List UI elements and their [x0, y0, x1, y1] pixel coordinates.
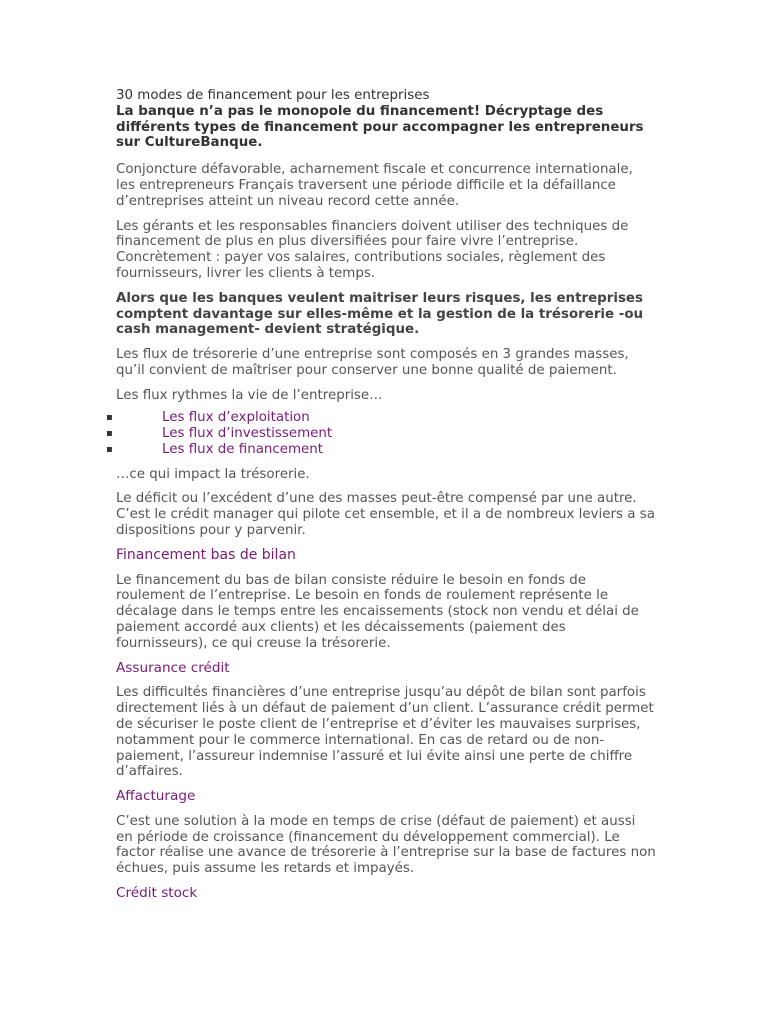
heading-financement-bas-bilan: Financement bas de bilan [116, 546, 296, 563]
lead-paragraph: La banque n’a pas le monopole du financement! Décryptage des différents types de financement pour accompagner les entrepreneurs sur CultureBanque. [116, 103, 644, 151]
link-flux-financement[interactable]: Les flux de financement [162, 441, 324, 457]
bullet-icon: ▪ [106, 443, 113, 455]
list-item-flux-financement[interactable] [106, 441, 656, 458]
paragraph-bas-bilan: Le financement du bas de bilan consiste réduire le besoin en fonds de roulement de l’entreprise. Le besoin en fonds de roulement représente le décalage dans le temps entre les encaissements (stock non vendu et délai de paiement accordé aux clients) et les décaissements (paiement des fournisseurs), ce qui creuse la trésorerie. [116, 572, 639, 651]
list-item-flux-exploitation[interactable] [106, 409, 656, 426]
link-flux-exploitation[interactable]: Les flux d’exploitation [162, 409, 310, 425]
paragraph-banques-risques: Alors que les banques veulent maitriser leurs risques, les entreprises comptent davantage sur elles-même et la gestion de la trésorerie -ou cash management- devient stratégique. [116, 290, 644, 338]
paragraph-flux-tresorerie: Les flux de trésorerie d’une entreprise sont composés en 3 grandes masses, qu’il convient de maîtriser pour conserver une bonne qualité de paiement. [116, 347, 629, 378]
paragraph-deficit-excedent: Le déficit ou l’excédent d’une des masses peut-être compensé par une autre. C’est le crédit manager qui pilote cet ensemble, et il a de nombreux leviers a sa dispositions pour y parvenir. [116, 491, 655, 538]
bullet-icon: ▪ [106, 427, 113, 439]
link-flux-investissement[interactable]: Les flux d’investissement [162, 425, 333, 441]
paragraph-affacturage: C’est une solution à la mode en temps de crise (défaut de paiement) et aussi en période de croissance (financement du développement commercial). Le factor réalise une avance de trésorerie à l’entreprise sur la base de factures non échues, puis assume les retards et impayés. [116, 813, 656, 877]
list-item-flux-investissement[interactable] [106, 425, 656, 442]
heading-credit-stock: Crédit stock [116, 885, 198, 902]
heading-assurance-credit: Assurance crédit [116, 659, 230, 676]
paragraph-conjoncture: Conjoncture défavorable, acharnement fiscale et concurrence internationale, les entrepreneurs Français traversent une période difficile et la défaillance d’entreprises atteint un niveau record cette année. [116, 162, 633, 209]
document-title: 30 modes de financement pour les entreprises [116, 88, 430, 103]
document-content [106, 88, 656, 911]
bullet-icon: ▪ [106, 411, 113, 423]
flux-list [106, 409, 656, 458]
paragraph-gerants: Les gérants et les responsables financiers doivent utiliser des techniques de financement de plus en plus diversifiées pour faire vivre l’entreprise. Concrètement : payer vos salaires, contributions sociales, règlement des fournisseurs, livrer les clients à temps. [116, 218, 629, 281]
paragraph-flux-rythmes: Les flux rythmes la vie de l’entreprise… [116, 387, 383, 403]
paragraph-impact-tresorerie: …ce qui impact la trésorerie. [116, 466, 310, 482]
paragraph-assurance-credit: Les difficultés financières d’une entreprise jusqu’au dépôt de bilan sont parfois directement liés à un défaut de paiement d’un client. L’assurance crédit permet de sécuriser le poste client de l’entreprise et d’éviter les mauvaises surprises, notamment pour le commerce international. En cas de retard ou de non-paiement, l’assureur indemnise l’assuré et lui évite ainsi une perte de chiffre d’affaires. [116, 685, 654, 780]
heading-affacturage: Affacturage [116, 788, 196, 805]
